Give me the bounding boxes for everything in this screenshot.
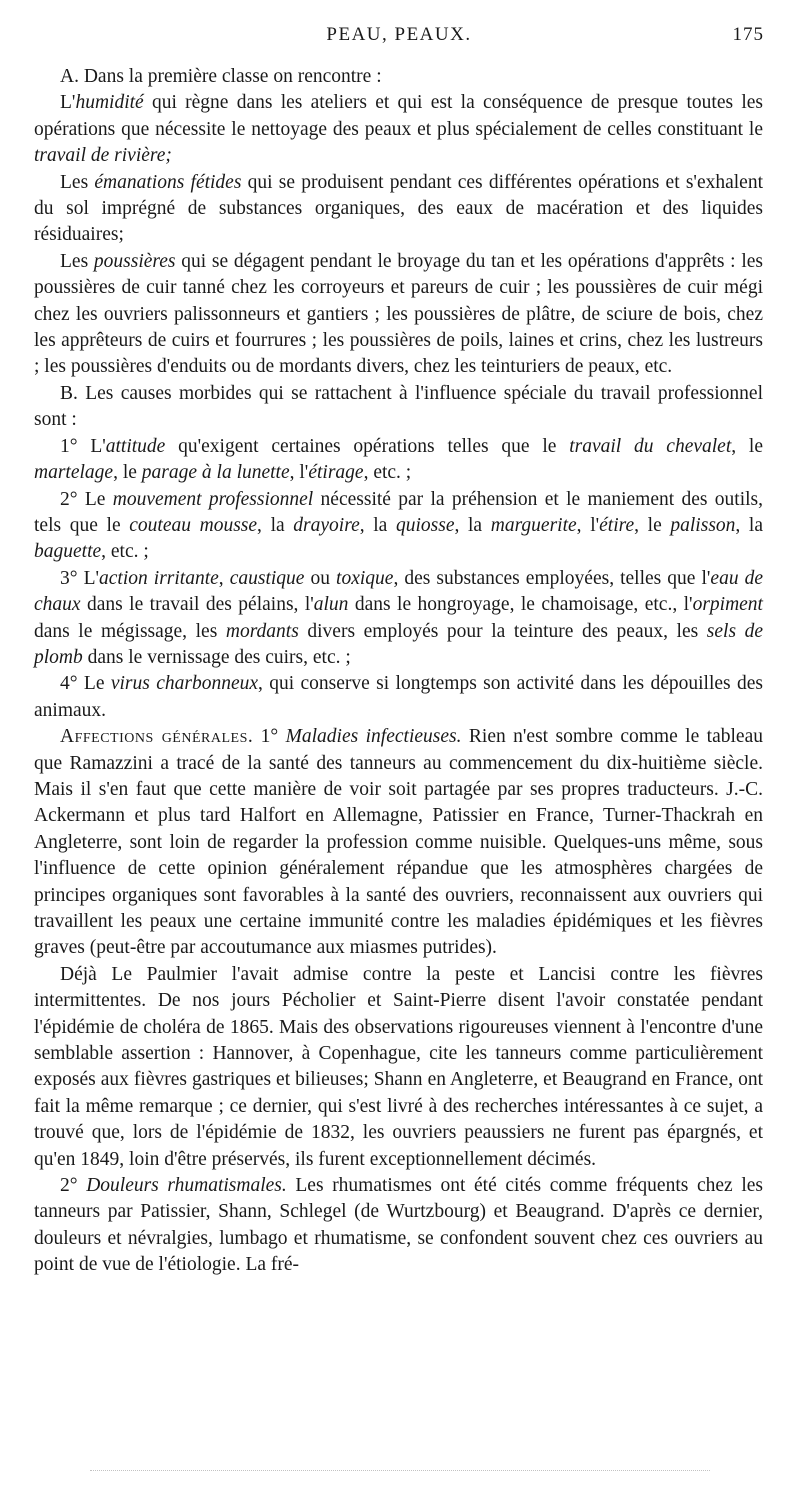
- paragraph-mouvement: 2° Le mouvement professionnel nécessité par la préhension et le maniement des outils, tels que le couteau mousse, la drayoire, la quiosse, la marguerite, l'étire, le palisson, la baguette, etc. ;: [34, 488, 764, 563]
- paragraph-emanations: Les émanations fétides qui se produisent pendant ces différentes opérations et s'exhalent du sol imprégné de substances organiques, des eaux de macération et des liquides résiduaires;: [34, 171, 764, 246]
- paragraph-action-irritante: 3° L'action irritante, caustique ou toxique, des substances employées, telles que l'eau de chaux dans le travail des pélains, l'alun dans le hongroyage, le chamoisage, etc., l'orpiment dans le mégissage, les mordants divers employés pour la teinture des peaux, les sels de plomb dans le vernissage des cuirs, etc. ;: [34, 567, 764, 668]
- running-header: [34, 22, 764, 48]
- paragraph-section-a: A. Dans la première classe on rencontre :: [60, 66, 382, 87]
- section-heading-affections: Affections générales.: [60, 726, 254, 748]
- paragraph-virus: 4° Le virus charbonneux, qui conserve si longtemps son activité dans les dépouilles des animaux.: [34, 673, 763, 721]
- footer-rule: [90, 1470, 710, 1475]
- page-number: 175: [732, 24, 764, 45]
- paragraph-attitude: 1° L'attitude qu'exigent certaines opérations telles que le travail du chevalet, le martelage, le parage à la lunette, l'étirage, etc. ;: [34, 435, 763, 484]
- paragraph-affections-generales: Affections générales. 1° Maladies infectieuses. Rien n'est sombre comme le tableau que Ramazzini a tracé de la santé des tanneurs au commencement du dix-huitième siècle. Mais il s'en faut que cette manière de voir soit partagée par ses propres traducteurs. J.-C. Ackermann et plus tard Halfort en Allemagne, Patissier en France, Turner-Thackrah en Angleterre, sont loin de regarder la profession comme nuisible. Quelques-uns même, sous l'influence de cette opinion généralement répandue que les atmosphères chargées de principes organiques sont favorables à la santé des ouvriers, reconnaissent aux ouvriers qui travaillent les peaux une certaine immunité contre les maladies épidémiques et les fièvres graves (peut-être par accoutumance aux miasmes putrides).: [34, 726, 763, 959]
- paragraph-humidite: L'humidité qui règne dans les ateliers et qui est la conséquence de presque toutes les opérations que nécessite le nettoyage des peaux et plus spécialement de celles constituant le travail de rivière;: [34, 92, 763, 167]
- paragraph-deja-le-paulmier: Déjà Le Paulmier l'avait admise contre la peste et Lancisi contre les fièvres intermittentes. De nos jours Pécholier et Saint-Pierre disent l'avoir constatée pendant l'épidémie de choléra de 1865. Mais des observations rigoureuses viennent à l'encontre d'une semblable assertion : Hannover, à Copenhague, cite les tanneurs comme particulièrement exposés aux fièvres gastriques et bilieuses; Shann en Angleterre, et Beaugrand en France, ont fait la même remarque ; ce dernier, qui s'est livré à des recherches intéressantes à ce sujet, a trouvé que, lors de l'épidémie de 1832, les ouvriers peaussiers ne furent pas épargnés, et qu'en 1849, loin d'être préservés, ils furent exceptionnellement décimés.: [34, 963, 763, 1170]
- paragraph-poussieres: Les poussières qui se dégagent pendant le broyage du tan et les opérations d'apprêts : les poussières de cuir tanné chez les corroyeurs et pareurs de cuir ; les poussières de cuir mégi chez les ouvriers palissonneurs et gantiers ; les poussières de plâtre, de sciure de bois, chez les apprêteurs de cuirs et fourrures ; les poussières de poils, laines et crins, chez les lustreurs ; les poussières d'enduits ou de mordants divers, chez les teinturiers de peaux, etc.: [34, 250, 763, 378]
- body-text: [34, 64, 763, 1279]
- paragraph-section-b: B. Les causes morbides qui se rattachent à l'influence spéciale du travail professionnel sont :: [34, 382, 763, 431]
- paragraph-douleurs: 2° Douleurs rhumatismales. Les rhumatismes ont été cités comme fréquents chez les tanneurs par Patissier, Shann, Schlegel (de Wurtzbourg) et Beaugrand. D'après ce dernier, douleurs et névralgies, lumbago et rhumatisme, se confondent souvent chez ces ouvriers au point de vue de l'étiologie. La fré-: [34, 1175, 763, 1276]
- running-title: PEAU, PEAUX.: [326, 24, 472, 45]
